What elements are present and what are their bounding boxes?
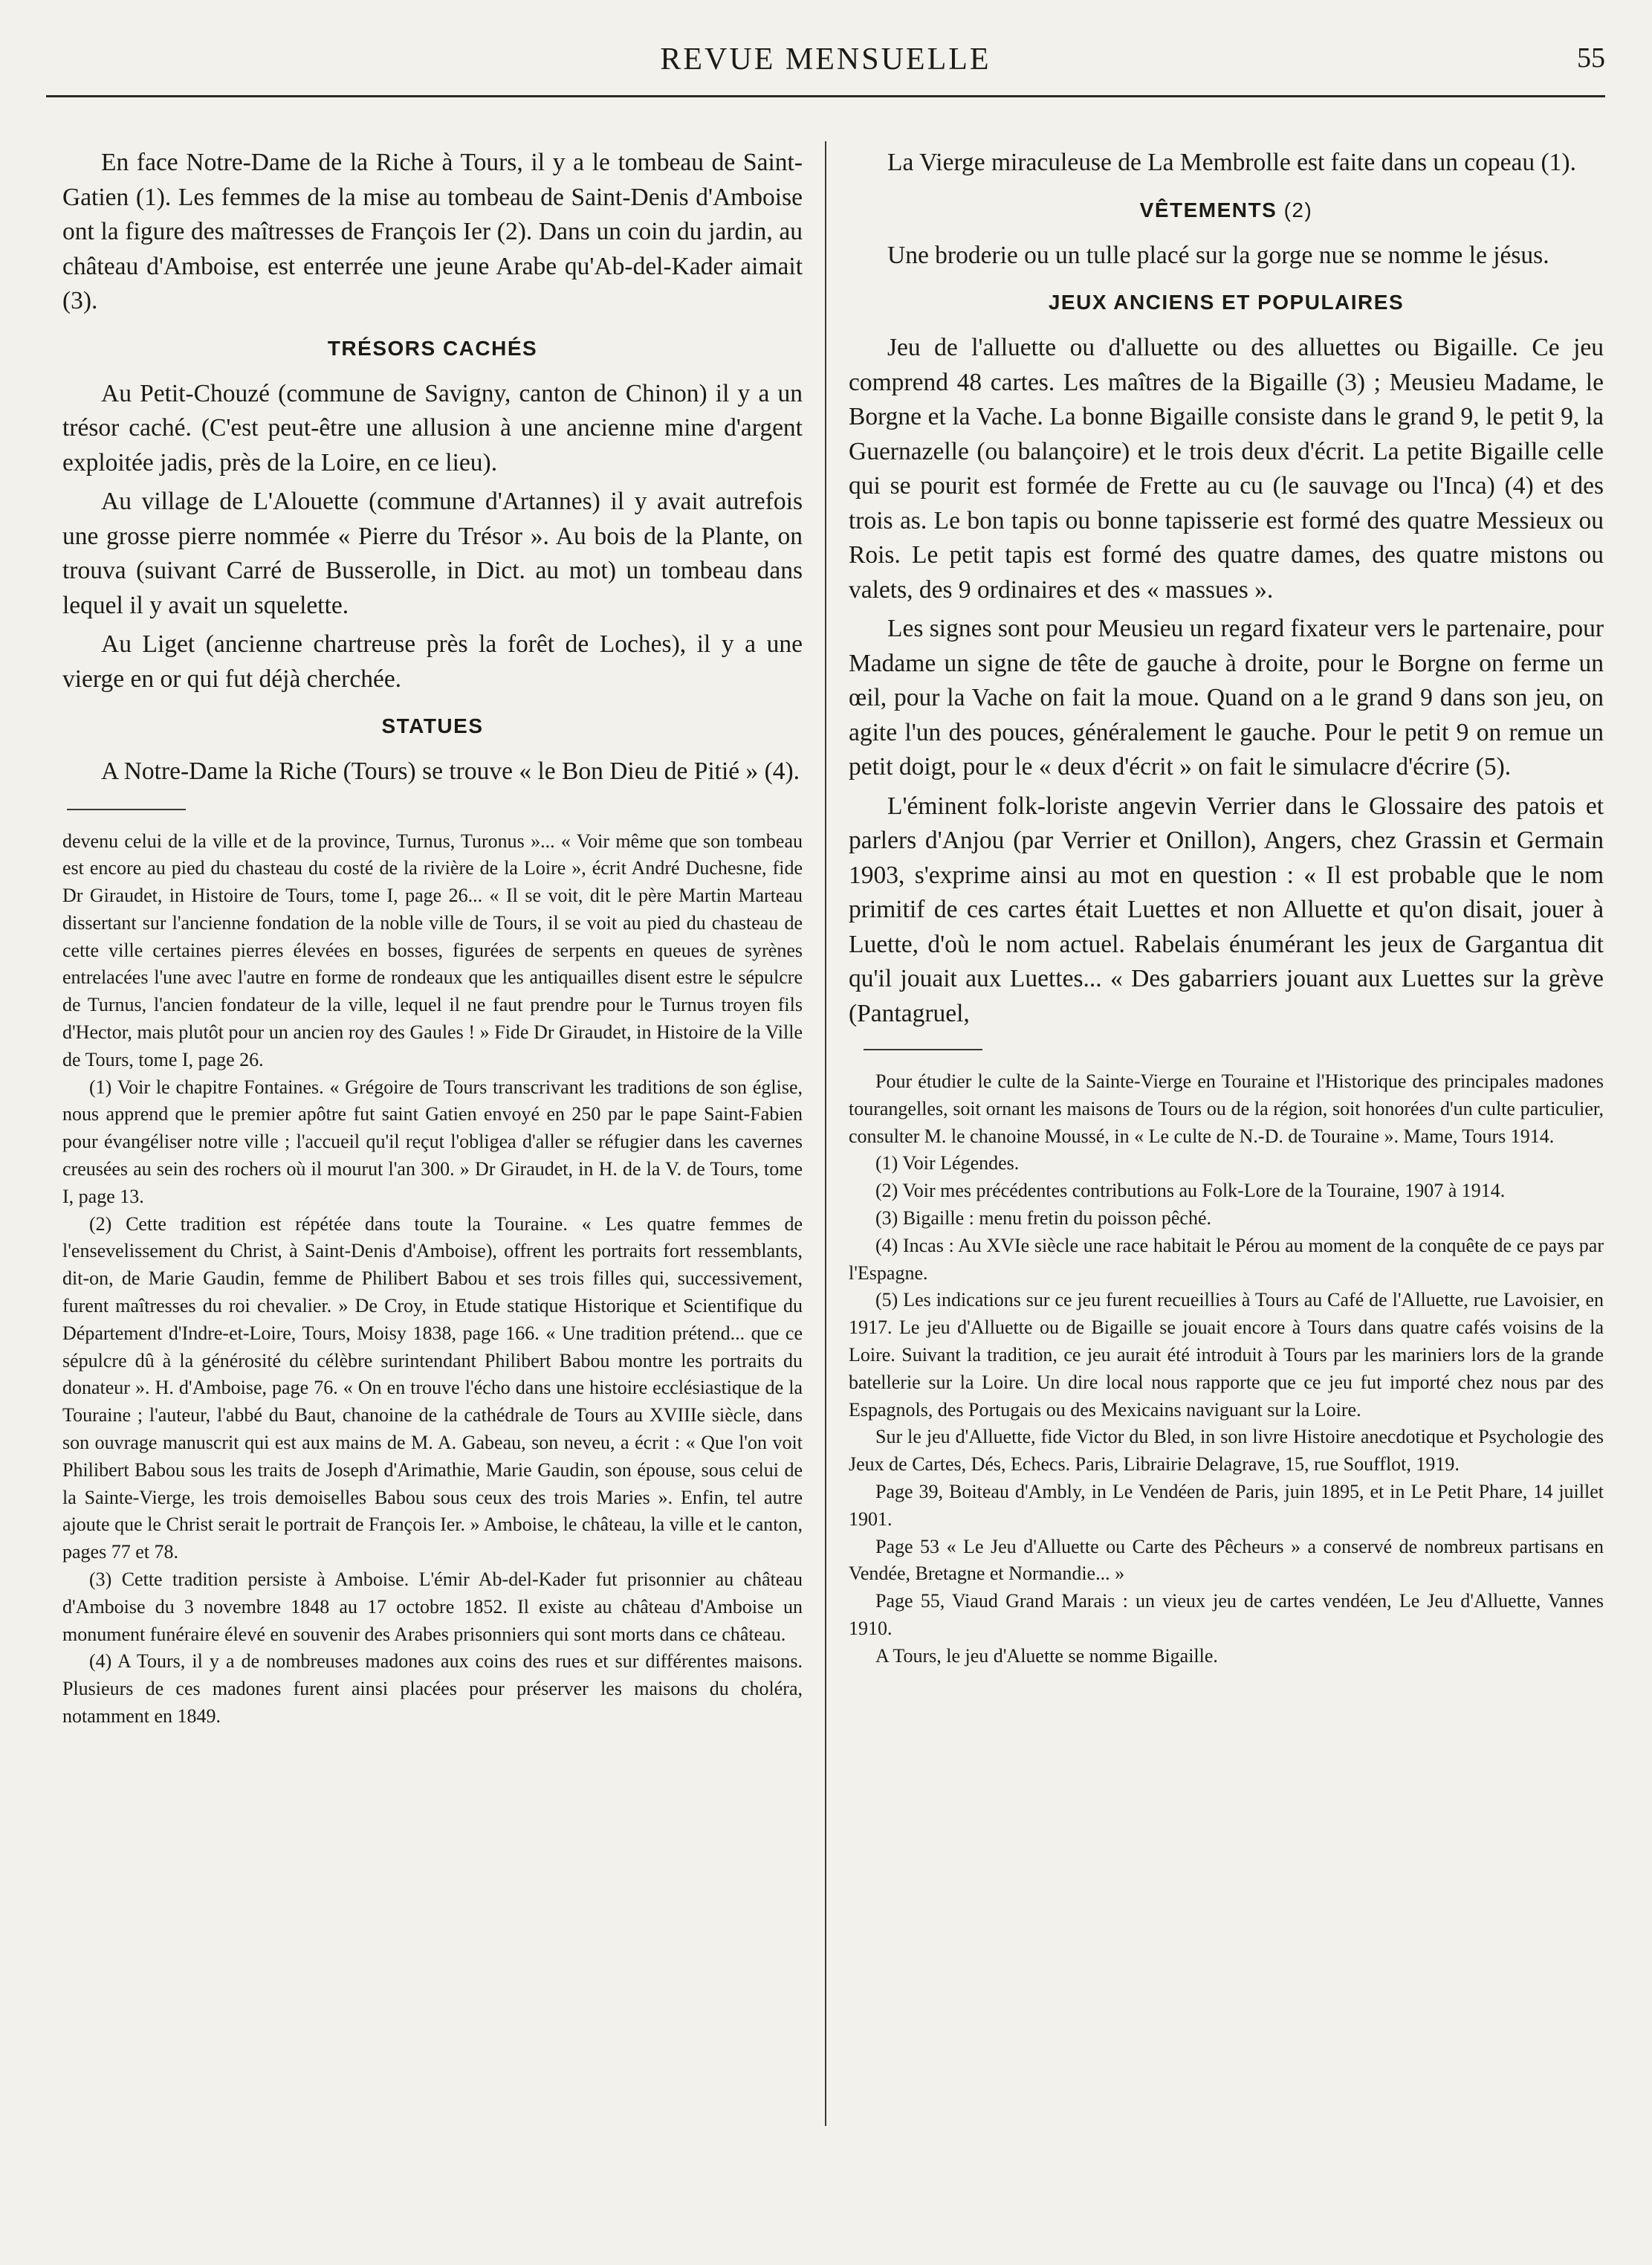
vetements-paragraph: Une broderie ou un tulle placé sur la gorge nue se nomme le jésus. — [887, 241, 1549, 269]
heading-vetements-ref: (2) — [1283, 198, 1313, 222]
jeux-paragraph: L'éminent folk-loriste angevin Verrier dans le Glossaire des patois et parlers d'Anjou (par Verrier et Onillon), Angers, chez Grassin et Germain 1903, s'exprime ainsi au mot en question : « Il est probable que le nom primitif de ces cartes était Luettes et non Alluette et qu'on disait, jouer à Luette, d'où le nom actuel. Rabelais énumérant les jeux de Gargantua dit qu'il jouait aux Luettes... « Des gabarriers jouant aux Luettes sur la grève (Pantagruel, — [849, 792, 1604, 1027]
membrolle-paragraph: La Vierge miraculeuse de La Membrolle est faite dans un copeau (1). — [887, 149, 1576, 176]
intro-paragraph: En face Notre-Dame de la Riche à Tours, il y a le tombeau de Saint-Gatien (1). Les femmes de la mise au tombeau de Saint-Denis d'Amboise ont la figure des maîtresses de François Ier (2). Dans un coin du jardin, au château d'Amboise, est enterrée une jeune Arabe qu'Ab-del-Kader aimait (3). — [62, 149, 803, 314]
jeux-paragraph: Jeu de l'alluette ou d'alluette ou des alluettes ou Bigaille. Ce jeu comprend 48 cartes. Les maîtres de la Bigaille (3) ; Meusieu Madame, le Borgne et la Vache. La bonne Bigaille consiste dans le grand 9, le petit 9, la Guernazelle (ou balançoire) et le trois deux d'écrit. La petite Bigaille celle qui se pourit est formée de Frette au cu (le sauvage ou l'Inca) (4) et des trois as. Le bon tapis ou bonne tapisserie est formé des quatre Messieux ou Rois. Le petit tapis est formé des quatre dames, des quatre mistons ou valets, des 9 ordinaires et des « massues ». — [849, 334, 1604, 604]
tresors-paragraph: Au village de L'Alouette (commune d'Artannes) il y avait autrefois une grosse pierre nommée « Pierre du Trésor ». Au bois de la Plante, on trouva (suivant Carré de Busserolle, in Dict. au mot) un tombeau dans lequel il y avait un squelette. — [62, 488, 803, 619]
heading-vetements — [849, 198, 1604, 222]
footnote-2: (2) Voir mes précédentes contributions au Folk-Lore de la Touraine, 1907 à 1914. — [875, 1180, 1506, 1202]
running-title: REVUE MENSUELLE — [660, 42, 991, 77]
tresors-paragraph: Au Petit-Chouzé (commune de Savigny, canton de Chinon) il y a un trésor caché. (C'est peut-être une allusion à une ancienne mine d'argent exploitée jadis, près de la Loire, en ce lieu). — [62, 379, 803, 476]
footnote-separator — [864, 1049, 982, 1050]
footnote-du-bled: Sur le jeu d'Alluette, fide Victor du Bled, in son livre Histoire anecdotique et Psychologie des Jeux de Cartes, Dés, Echecs. Paris, Librairie Delagrave, 15, rue Soufflot, 1919. — [849, 1426, 1604, 1476]
footnote-3: (3) Cette tradition persiste à Amboise. L'émir Ab-del-Kader fut prisonnier au château d'Amboise du 3 novembre 1848 au 17 octobre 1852. Il existe au château d'Amboise un monument funéraire élevé en souvenir des Arabes prisonniers qui sont morts dans ce château. — [62, 1568, 803, 1645]
footnote-bigaille: A Tours, le jeu d'Aluette se nomme Bigaille. — [875, 1644, 1218, 1667]
heading-tresors-caches: TRÉSORS CACHÉS — [327, 336, 538, 360]
heading-jeux: JEUX ANCIENS ET POPULAIRES — [1048, 291, 1405, 314]
page-header — [46, 36, 1605, 95]
footnote-separator — [67, 809, 186, 810]
footnote-4: (4) A Tours, il y a de nombreuses madones aux coins des rues et sur différentes maisons. Plusieurs de ces madones furent ainsi placées pour préserver les maisons du choléra, notamment en 1849. — [62, 1650, 803, 1727]
footnote-5: (5) Les indications sur ce jeu furent recueillies à Tours au Café de l'Alluette, rue Lavoisier, en 1917. Le jeu d'Alluette ou de Bigaille se jouait encore à Tours dans quatre cafés voisins de la Loire. Suivant la tradition, ce jeu aurait été introduit à Tours par les mariniers lors de la grande batellerie sur la Loire. Un dire local nous rapporte que ce jeu fut importé chez nous par des Espagnols, des Portugais ou des Mexicains naviguant sur la Loire. — [849, 1289, 1604, 1421]
footnote-1: (1) Voir le chapitre Fontaines. « Grégoire de Tours transcrivant les traditions de son église, nous apprend que le premier apôtre fut saint Gatien envoyé en 250 par le pape Saint-Fabien pour évangéliser notre ville ; l'accueil qu'il reçut l'obligea d'aller se réfugier dans les cavernes creusées au sein des rochers où il mourut l'an 300. » Dr Giraudet, in H. de la V. de Tours, tome I, page 13. — [62, 1076, 803, 1207]
footnote-continuation: devenu celui de la ville et de la province, Turnus, Turonus »... « Voir même que son tombeau est encore au pied du chasteau du costé de la rivière de la Loire », écrit André Duchesne, fide Dr Giraudet, in Histoire de Tours, tome I, page 26... « Il se voit, dit le père Martin Marteau dissertant sur l'ancienne fondation de la noble ville de Tours, il se voit au pied du chasteau de cette ville certaines pierres élevées en bosses, figurées de serpents en queues de syrènes entrelacées l'une avec l'autre en forme de rondeaux que les antiquailles disent estre le sépulcre de Turnus, l'ancien fondateur de la ville, lequel il ne faut prendre pour le Turnus troyen fils d'Hector, mais plutôt pour un ancien roy des Gaules ! » Fide Dr Giraudet, in Histoire de la Ville de Tours, tome I, page 26. — [62, 830, 803, 1070]
footnote-page-55: Page 55, Viaud Grand Marais : un vieux jeu de cartes vendéen, Le Jeu d'Alluette, Vannes 1910. — [849, 1590, 1604, 1639]
right-column — [849, 146, 1604, 1670]
footnote-4: (4) Incas : Au XVIe siècle une race habitait le Pérou au moment de la conquête de ce pays par l'Espagne. — [849, 1234, 1604, 1284]
statues-paragraph: A Notre-Dame la Riche (Tours) se trouve « le Bon Dieu de Pitié » (4). — [101, 757, 800, 785]
footnote-page-53: Page 53 « Le Jeu d'Alluette ou Carte des Pêcheurs » a conservé de nombreux partisans en Vendée, Bretagne et Normandie... » — [849, 1535, 1604, 1585]
page-number: 55 — [1577, 42, 1605, 74]
heading-statues: STATUES — [381, 714, 484, 737]
footnote-3: (3) Bigaille : menu fretin du poisson pêché. — [875, 1206, 1212, 1229]
footnote-culte: Pour étudier le culte de la Sainte-Vierge en Touraine et l'Historique des principales madones tourangelles, soit ornant les maisons de Tours ou de la région, soit honorées d'un culte particulier, consulter M. le chanoine Moussé, in « Le culte de N.-D. de Touraine ». Mame, Tours 1914. — [849, 1070, 1604, 1147]
left-column — [62, 146, 803, 1731]
footnote-2: (2) Cette tradition est répétée dans toute la Touraine. « Les quatre femmes de l'ensevelissement du Christ, à Saint-Denis d'Amboise), offrent les portraits fort ressemblants, dit-on, de Marie Gaudin, femme de Philibert Babou et ses trois filles qui, successivement, furent maîtresses du roi chevalier. » De Croy, in Etude statique Historique et Scientifique du Département d'Indre-et-Loire, Tours, Moisy 1838, page 166. « Une tradition prétend... que ce sépulcre dû à la générosité du célèbre surintendant Philibert Babou montre les portraits du donateur ». H. d'Amboise, page 76. « On en trouve l'écho dans une histoire ecclésiastique de la Touraine ; l'auteur, l'abbé du Baut, chanoine de la cathédrale de Tours au XVIIIe siècle, dans son ouvrage manuscrit qui est aux mains de M. A. Gabeau, son neveu, a écrit : « Que l'on voit Philibert Babou sous les traits de Joseph d'Arimathie, Marie Gaudin, son épouse, sous celui de la Sainte-Vierge, les trois demoiselles Babou sous ceux des trois Maries ». Enfin, tel autre ajoute que le Christ serait le portrait de François Ier. » Amboise, le château, la ville et le canton, pages 77 et 78. — [62, 1212, 803, 1563]
footnote-page-39: Page 39, Boiteau d'Ambly, in Le Vendéen de Paris, juin 1895, et in Le Petit Phare, 14 juillet 1901. — [849, 1480, 1604, 1530]
footnote-1: (1) Voir Légendes. — [875, 1152, 1020, 1174]
heading-vetements-text: VÊTEMENTS — [1139, 198, 1277, 222]
column-divider — [825, 141, 826, 2126]
header-rule — [46, 95, 1605, 97]
tresors-paragraph: Au Liget (ancienne chartreuse près la forêt de Loches), il y a une vierge en or qui fut déjà cherchée. — [62, 630, 803, 693]
jeux-paragraph: Les signes sont pour Meusieu un regard fixateur vers le partenaire, pour Madame un signe de tête de gauche à droite, pour le Borgne on ferme un œil, pour la Vache on fait la moue. Quand on a le grand 9 dans son jeu, on agite l'un des pouces, généralement le gauche. Pour le petit 9 on remue un petit doigt, pour le « deux d'écrit » on fait le simulacre d'écrire (5). — [849, 615, 1604, 781]
